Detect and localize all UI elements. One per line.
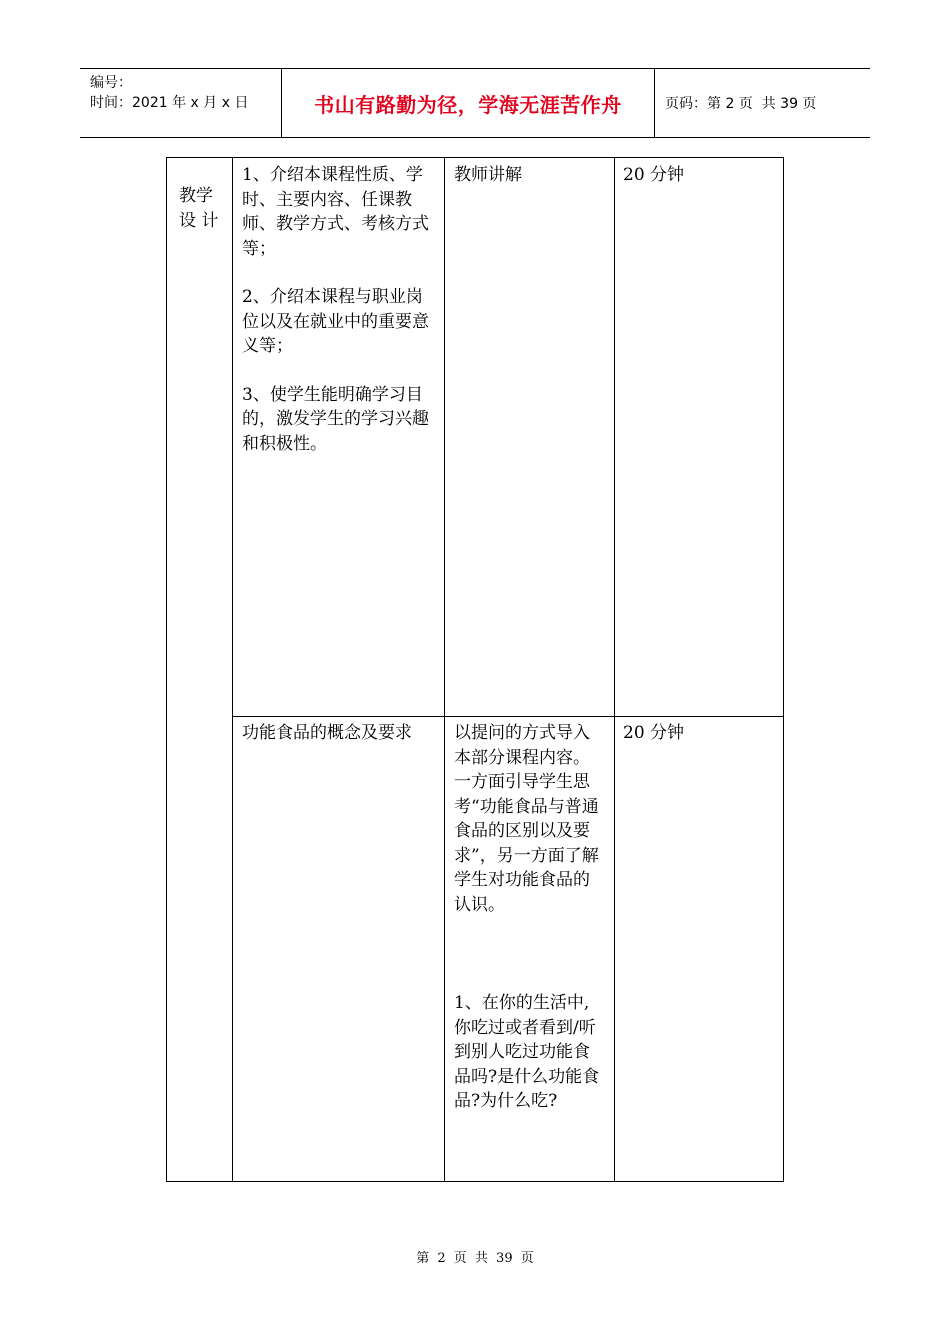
column-divider xyxy=(614,158,615,1181)
document-number: 编号： xyxy=(90,75,132,91)
method-cell xyxy=(454,163,604,212)
time-cell: 20 分钟 xyxy=(623,165,685,185)
time-cell: 20 分钟 xyxy=(623,723,685,743)
page-footer: 第 2 页 共 39 页 xyxy=(416,1251,534,1266)
content-paragraph: 3、使学生能明确学习目的，激发学生的学习兴趣和积极性。 xyxy=(242,384,429,454)
method-paragraph: 1、在你的生活中,你吃过或者看到/听到别人吃过功能食品吗?是什么功能食品?为什么吃? xyxy=(454,993,600,1111)
content-paragraph: 功能食品的概念及要求 xyxy=(242,723,412,743)
method-paragraph: 教师讲解 xyxy=(454,165,522,185)
content-paragraph: 1、介绍本课程性质、学时、主要内容、任课教师、教学方式、考核方式等； xyxy=(242,165,429,259)
row-label xyxy=(179,184,218,233)
header-motto: 书山有路勤为径，学海无涯苦作舟 xyxy=(282,69,655,137)
column-divider xyxy=(232,158,233,1181)
method-cell xyxy=(454,721,604,1138)
header-meta xyxy=(80,69,282,137)
row-divider xyxy=(232,716,783,717)
row-label-line: 教学 xyxy=(179,186,213,206)
lesson-design-table xyxy=(166,157,784,1182)
content-paragraph: 2、介绍本课程与职业岗位以及在就业中的重要意义等； xyxy=(242,287,429,356)
row-label-line: 设 计 xyxy=(179,210,219,231)
method-paragraph: 以提问的方式导入本部分课程内容。一方面引导学生思考“功能食品与普通食品的区别以及要求”，另一方面了解学生对功能食品的认识。 xyxy=(454,723,599,915)
content-cell xyxy=(242,163,435,480)
content-cell xyxy=(242,721,437,770)
page-header xyxy=(80,68,870,138)
page-info-text: 页码：第 2 页 共 39 页 xyxy=(665,96,817,112)
document-date: 时间：2021 年 x 月 x 日 xyxy=(90,95,249,111)
header-page-info xyxy=(655,69,870,137)
column-divider xyxy=(444,158,445,1181)
